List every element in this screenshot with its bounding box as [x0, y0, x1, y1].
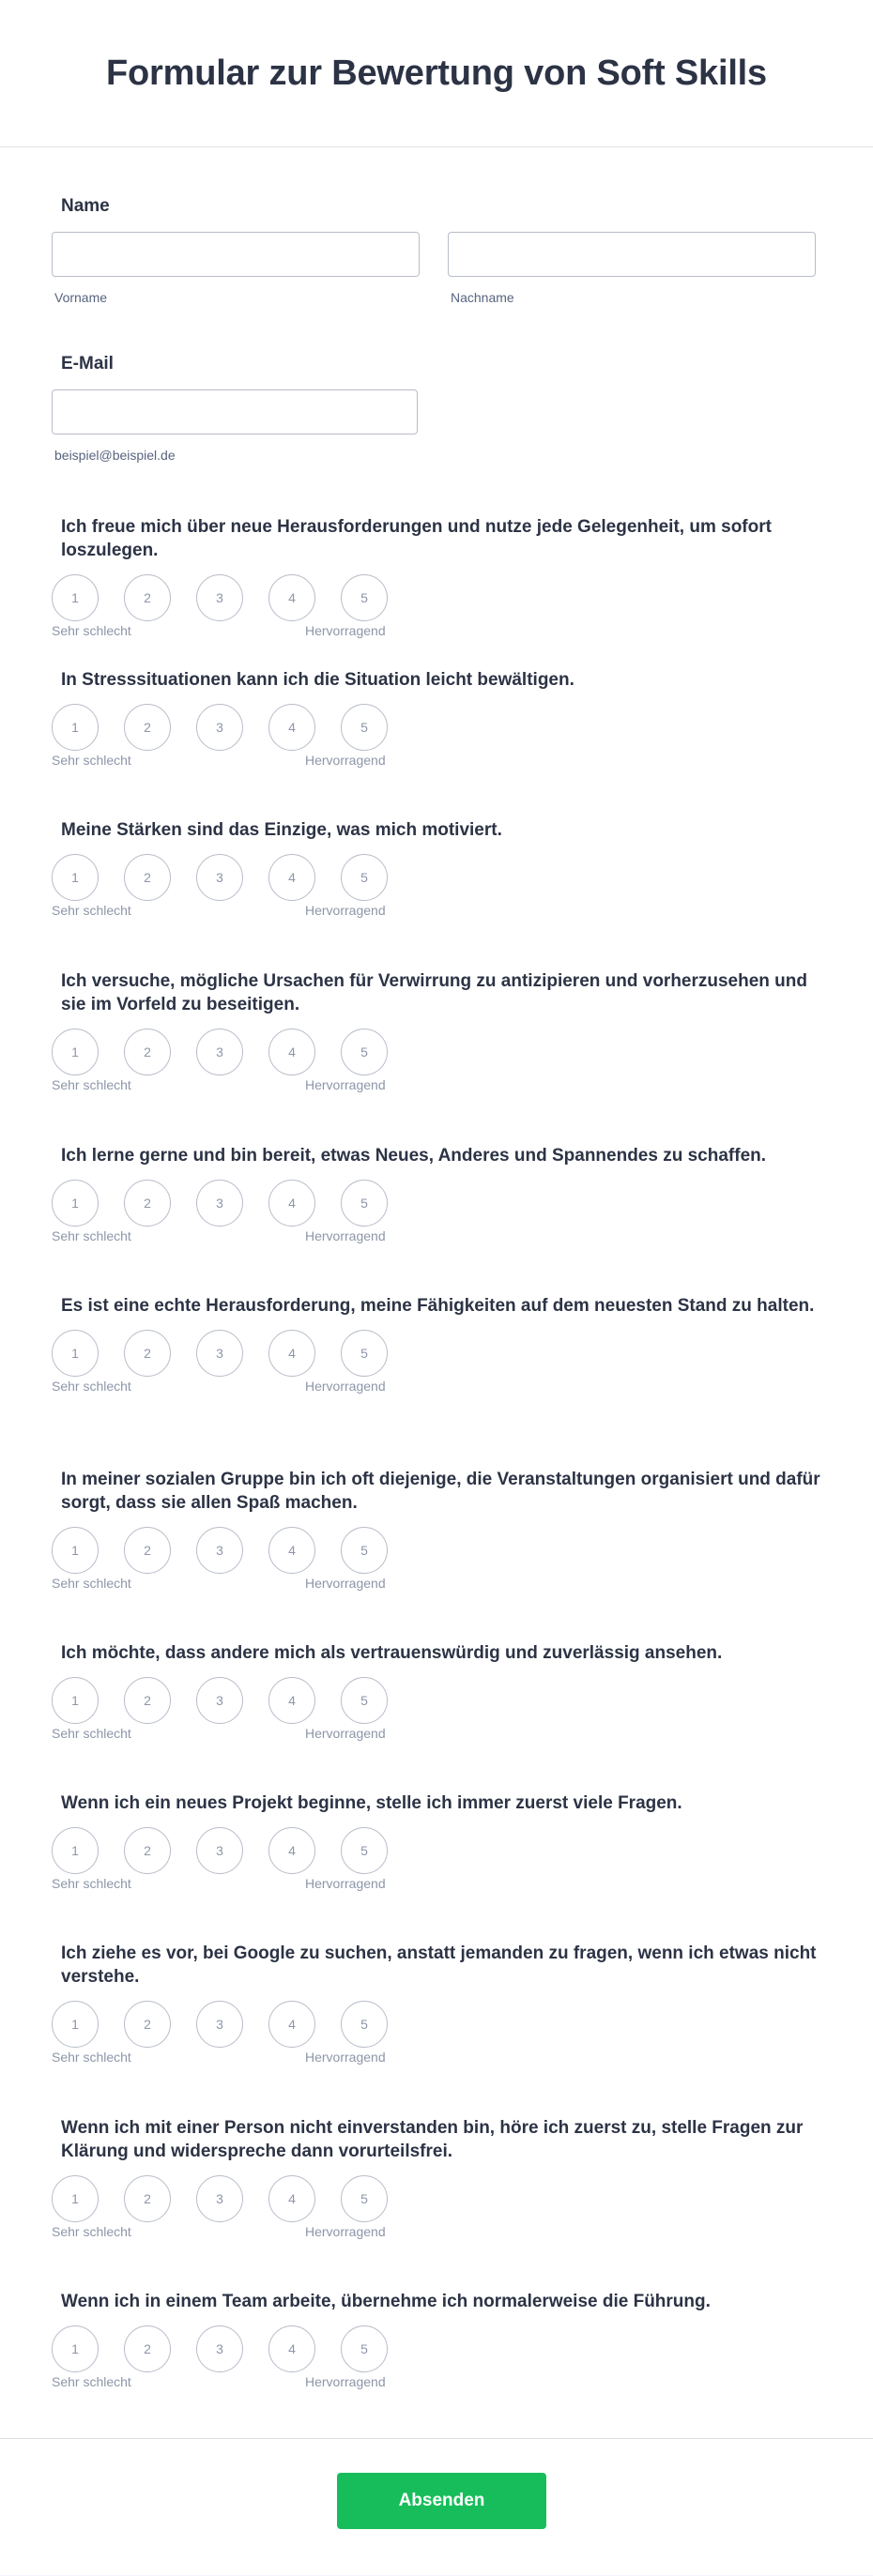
rating-option[interactable]: 1 — [52, 2001, 99, 2048]
rating-question — [52, 515, 821, 640]
rating-option[interactable]: 3 — [196, 1527, 243, 1574]
rating-option[interactable]: 3 — [196, 704, 243, 751]
rating-question — [52, 818, 821, 920]
rating-captions — [52, 2224, 821, 2241]
question-label: Ich ziehe es vor, bei Google zu suchen, anstatt jemanden zu fragen, wenn ich etwas nicht verstehe. — [61, 1943, 817, 1987]
rating-option[interactable]: 2 — [124, 1330, 171, 1377]
rating-low-label: Sehr schlecht — [52, 1576, 131, 1591]
rating-option[interactable]: 5 — [341, 1029, 388, 1075]
rating-question — [52, 1942, 821, 2066]
rating-scale — [52, 1029, 821, 1075]
rating-scale — [52, 1677, 821, 1724]
rating-option[interactable]: 5 — [341, 2001, 388, 2048]
rating-option[interactable]: 3 — [196, 1827, 243, 1874]
rating-option[interactable]: 2 — [124, 704, 171, 751]
first-name-sublabel: Vorname — [54, 290, 108, 305]
question-label: Wenn ich ein neues Projekt beginne, stelle ich immer zuerst viele Fragen. — [61, 1793, 682, 1813]
email-sublabel: beispiel@beispiel.de — [54, 448, 176, 463]
rating-option[interactable]: 2 — [124, 2325, 171, 2372]
rating-option[interactable]: 3 — [196, 1180, 243, 1227]
rating-option[interactable]: 5 — [341, 2325, 388, 2372]
name-field — [52, 196, 821, 305]
rating-option[interactable]: 5 — [341, 704, 388, 751]
rating-option[interactable]: 3 — [196, 1029, 243, 1075]
question-label: Ich möchte, dass andere mich als vertrauenswürdig und zuverlässig ansehen. — [61, 1643, 723, 1663]
rating-option[interactable]: 5 — [341, 2175, 388, 2222]
rating-question — [52, 2116, 821, 2241]
question-label: In meiner sozialen Gruppe bin ich oft diejenige, die Veranstaltungen organisiert und dafür sorgt, dass sie allen Spaß machen. — [61, 1470, 820, 1513]
rating-option[interactable]: 2 — [124, 574, 171, 621]
rating-scale — [52, 1180, 821, 1227]
question-label: In Stresssituationen kann ich die Situation leicht bewältigen. — [61, 670, 574, 690]
rating-captions — [52, 1876, 821, 1893]
rating-option[interactable]: 4 — [268, 574, 315, 621]
rating-low-label: Sehr schlecht — [52, 2050, 131, 2065]
rating-question — [52, 1144, 821, 1245]
question-label: Meine Stärken sind das Einzige, was mich motiviert. — [61, 820, 502, 840]
first-name-input[interactable] — [52, 232, 420, 277]
rating-high-label: Hervorragend — [305, 623, 386, 638]
rating-option[interactable]: 3 — [196, 1677, 243, 1724]
rating-low-label: Sehr schlecht — [52, 1228, 131, 1243]
rating-captions — [52, 753, 821, 770]
first-name-column — [52, 232, 420, 305]
rating-high-label: Hervorragend — [305, 753, 386, 768]
rating-option[interactable]: 3 — [196, 574, 243, 621]
rating-option[interactable]: 1 — [52, 1029, 99, 1075]
rating-option[interactable]: 3 — [196, 2175, 243, 2222]
submit-button[interactable]: Absenden — [337, 2473, 546, 2529]
rating-scale — [52, 1827, 821, 1874]
question-label: Wenn ich in einem Team arbeite, übernehme ich normalerweise die Führung. — [61, 2292, 711, 2311]
rating-option[interactable]: 5 — [341, 1180, 388, 1227]
rating-option[interactable]: 1 — [52, 2175, 99, 2222]
rating-scale — [52, 2001, 821, 2048]
rating-low-label: Sehr schlecht — [52, 2224, 131, 2239]
rating-low-label: Sehr schlecht — [52, 1726, 131, 1741]
rating-option[interactable]: 4 — [268, 1527, 315, 1574]
last-name-sublabel: Nachname — [451, 290, 514, 305]
rating-option[interactable]: 1 — [52, 854, 99, 901]
rating-option[interactable]: 1 — [52, 1330, 99, 1377]
rating-option[interactable]: 4 — [268, 2001, 315, 2048]
rating-question — [52, 668, 821, 770]
rating-option[interactable]: 4 — [268, 1330, 315, 1377]
rating-question — [52, 1468, 821, 1593]
rating-captions — [52, 1379, 821, 1395]
rating-captions — [52, 1077, 821, 1094]
rating-high-label: Hervorragend — [305, 1726, 386, 1741]
rating-captions — [52, 2374, 821, 2391]
rating-option[interactable]: 3 — [196, 1330, 243, 1377]
question-label: Ich freue mich über neue Herausforderungen und nutze jede Gelegenheit, um sofort loszulegen. — [61, 517, 772, 560]
rating-option[interactable]: 1 — [52, 574, 99, 621]
rating-option[interactable]: 4 — [268, 1677, 315, 1724]
rating-low-label: Sehr schlecht — [52, 1379, 131, 1394]
rating-option[interactable]: 4 — [268, 854, 315, 901]
rating-scale — [52, 704, 821, 751]
rating-option[interactable]: 2 — [124, 1029, 171, 1075]
form-header — [0, 0, 873, 147]
rating-option[interactable]: 4 — [268, 704, 315, 751]
rating-scale — [52, 2325, 821, 2372]
form-footer — [0, 2438, 873, 2576]
last-name-input[interactable] — [448, 232, 816, 277]
rating-option[interactable]: 2 — [124, 1827, 171, 1874]
name-label: Name — [61, 196, 110, 216]
rating-low-label: Sehr schlecht — [52, 753, 131, 768]
rating-low-label: Sehr schlecht — [52, 2374, 131, 2389]
rating-question — [52, 1641, 821, 1743]
rating-option[interactable]: 5 — [341, 574, 388, 621]
email-input[interactable] — [52, 389, 418, 434]
last-name-column — [448, 232, 816, 305]
email-field — [52, 354, 821, 463]
rating-option[interactable]: 2 — [124, 1527, 171, 1574]
rating-low-label: Sehr schlecht — [52, 623, 131, 638]
rating-option[interactable]: 4 — [268, 1827, 315, 1874]
rating-high-label: Hervorragend — [305, 1228, 386, 1243]
rating-option[interactable]: 5 — [341, 1827, 388, 1874]
rating-question — [52, 1791, 821, 1893]
rating-scale — [52, 854, 821, 901]
rating-option[interactable]: 5 — [341, 1677, 388, 1724]
rating-high-label: Hervorragend — [305, 2224, 386, 2239]
rating-low-label: Sehr schlecht — [52, 903, 131, 918]
rating-option[interactable]: 4 — [268, 1029, 315, 1075]
rating-question — [52, 969, 821, 1094]
rating-high-label: Hervorragend — [305, 2374, 386, 2389]
rating-high-label: Hervorragend — [305, 903, 386, 918]
rating-captions — [52, 1576, 821, 1593]
rating-captions — [52, 903, 821, 920]
rating-option[interactable]: 2 — [124, 2175, 171, 2222]
rating-high-label: Hervorragend — [305, 1576, 386, 1591]
rating-option[interactable]: 1 — [52, 1677, 99, 1724]
rating-option[interactable]: 1 — [52, 1180, 99, 1227]
rating-low-label: Sehr schlecht — [52, 1077, 131, 1092]
email-label: E-Mail — [61, 354, 114, 373]
rating-scale — [52, 1330, 821, 1377]
question-label: Wenn ich mit einer Person nicht einverstanden bin, höre ich zuerst zu, stelle Fragen zur Klärung und widerspreche dann vorurteilsfrei. — [61, 2118, 804, 2161]
rating-option[interactable]: 2 — [124, 1677, 171, 1724]
form-title: Formular zur Bewertung von Soft Skills — [106, 53, 767, 93]
rating-scale — [52, 574, 821, 621]
question-label: Ich versuche, mögliche Ursachen für Verwirrung zu antizipieren und vorherzusehen und sie im Vorfeld zu beseitigen. — [61, 971, 808, 1014]
rating-option[interactable]: 5 — [341, 854, 388, 901]
rating-option[interactable]: 1 — [52, 1827, 99, 1874]
rating-option[interactable]: 1 — [52, 704, 99, 751]
rating-captions — [52, 1726, 821, 1743]
rating-option[interactable]: 2 — [124, 1180, 171, 1227]
rating-high-label: Hervorragend — [305, 1077, 386, 1092]
rating-option[interactable]: 2 — [124, 2001, 171, 2048]
rating-high-label: Hervorragend — [305, 1876, 386, 1891]
rating-option[interactable]: 2 — [124, 854, 171, 901]
rating-low-label: Sehr schlecht — [52, 1876, 131, 1891]
question-label: Es ist eine echte Herausforderung, meine Fähigkeiten auf dem neuesten Stand zu halten. — [61, 1296, 815, 1316]
rating-option[interactable]: 4 — [268, 2325, 315, 2372]
rating-captions — [52, 2050, 821, 2066]
rating-option[interactable]: 1 — [52, 2325, 99, 2372]
name-row — [52, 232, 821, 305]
rating-question — [52, 1294, 821, 1395]
rating-captions — [52, 623, 821, 640]
question-label: Ich lerne gerne und bin bereit, etwas Neues, Anderes und Spannendes zu schaffen. — [61, 1146, 767, 1166]
rating-option[interactable]: 5 — [341, 1527, 388, 1574]
rating-option[interactable]: 1 — [52, 1527, 99, 1574]
rating-option[interactable]: 3 — [196, 2325, 243, 2372]
rating-high-label: Hervorragend — [305, 2050, 386, 2065]
rating-captions — [52, 1228, 821, 1245]
rating-high-label: Hervorragend — [305, 1379, 386, 1394]
rating-scale — [52, 1527, 821, 1574]
rating-option[interactable]: 3 — [196, 854, 243, 901]
rating-option[interactable]: 4 — [268, 1180, 315, 1227]
rating-question — [52, 2290, 821, 2391]
rating-option[interactable]: 3 — [196, 2001, 243, 2048]
rating-option[interactable]: 5 — [341, 1330, 388, 1377]
rating-scale — [52, 2175, 821, 2222]
rating-option[interactable]: 4 — [268, 2175, 315, 2222]
